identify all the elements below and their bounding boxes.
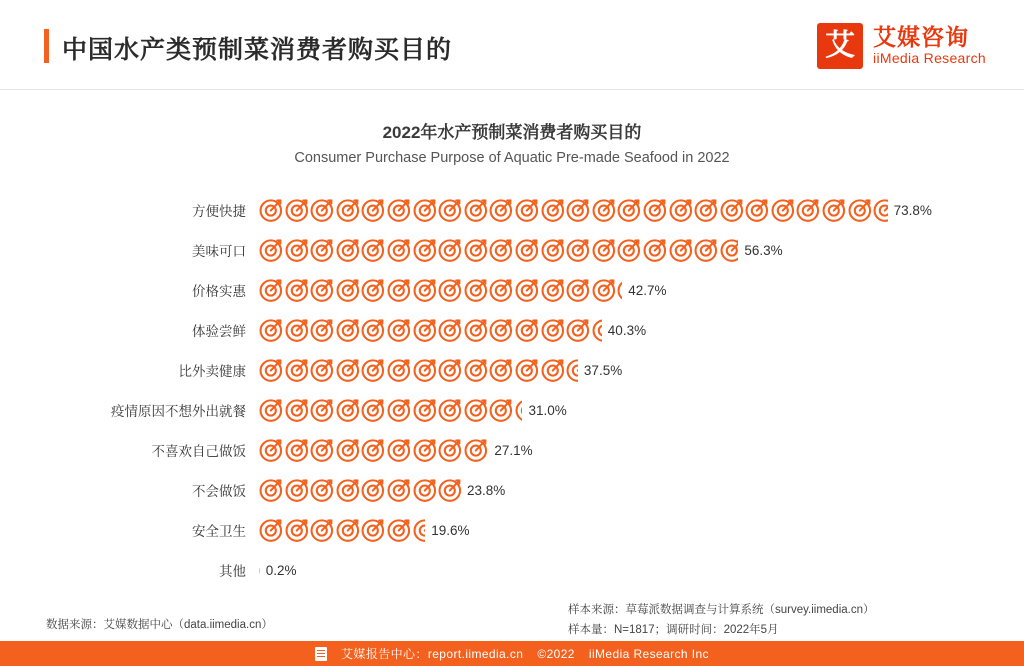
target-circle-icon [309,397,335,423]
target-circle-icon [437,397,463,423]
target-circle-icon [309,437,335,463]
target-circle-icon [514,237,540,263]
chart-title: 2022年水产预制菜消费者购买目的 [382,123,642,142]
target-circle-icon [360,317,386,343]
target-circle-icon [744,197,770,223]
target-circle-icon [386,517,412,543]
target-circle-icon [258,317,284,343]
target-circle-icon [386,477,412,503]
target-circle-icon [437,237,463,263]
target-circle-icon [668,237,694,263]
target-circle-icon [335,477,361,503]
target-circle-icon [386,437,412,463]
chart-row-icons [258,237,738,263]
target-circle-icon-partial [616,277,622,303]
target-circle-icon [284,277,310,303]
target-circle-icon [258,397,284,423]
target-circle-icon-partial [719,237,739,263]
chart-row-icons [258,317,602,343]
target-circle-icon [386,197,412,223]
target-circle-icon [719,197,745,223]
target-circle-icon [642,197,668,223]
target-circle-icon [488,277,514,303]
target-circle-icon [540,237,566,263]
sample-source-line: 样本来源：草莓派数据调查与计算系统（survey.iimedia.cn） [568,604,875,616]
chart-row-label: 疫情原因不想外出就餐 [111,404,246,419]
sample-size-line: 样本量：N=1817；调研时间：2022年5月 [568,624,779,636]
chart-row [0,510,1024,550]
chart-row [0,190,1024,230]
target-circle-icon [258,437,284,463]
chart-row-icons [258,277,622,303]
chart-row-value: 73.8% [893,202,932,218]
target-circle-icon [309,357,335,383]
target-circle-icon [463,237,489,263]
target-circle-icon [540,317,566,343]
target-circle-icon [309,237,335,263]
chart-row [0,230,1024,270]
target-circle-icon [565,197,591,223]
target-circle-icon [258,517,284,543]
target-circle-icon [693,237,719,263]
target-circle-icon [437,317,463,343]
chart-row [0,390,1024,430]
target-circle-icon [360,357,386,383]
chart-row-icons [258,477,461,503]
target-circle-icon [514,277,540,303]
target-circle-icon [412,477,438,503]
chart-row [0,350,1024,390]
page-header [0,0,1024,90]
target-circle-icon [284,437,310,463]
target-circle-icon [360,517,386,543]
target-circle-icon [821,197,847,223]
target-circle-icon [284,197,310,223]
chart-row-icons [258,357,578,383]
target-circle-icon [284,477,310,503]
target-circle-icon [412,357,438,383]
target-circle-icon-partial [258,557,260,583]
chart-subtitle: Consumer Purchase Purpose of Aquatic Pre-made Seafood in 2022 [294,150,730,166]
target-circle-icon [463,357,489,383]
target-circle-icon [488,237,514,263]
target-circle-icon [284,317,310,343]
chart-row-icons [258,397,522,423]
target-circle-icon [412,277,438,303]
chart-row-label: 比外卖健康 [178,364,246,379]
target-circle-icon [565,277,591,303]
target-circle-icon [360,277,386,303]
target-circle-icon-partial [591,317,602,343]
chart-row [0,310,1024,350]
target-circle-icon [309,517,335,543]
chart-row-label: 体验尝鲜 [192,324,246,339]
target-circle-icon-partial [437,477,461,503]
footer-company: iiMedia Research Inc [588,646,709,661]
target-circle-icon [437,357,463,383]
brand-text [873,25,986,67]
target-circle-icon [284,357,310,383]
target-circle-icon [360,477,386,503]
target-circle-icon [591,237,617,263]
title-accent-bar [44,29,49,63]
target-circle-icon [412,237,438,263]
page-title: 中国水产类预制菜消费者购买目的 [62,36,453,64]
brand-mark-icon: 艾 [817,23,863,69]
source-note-left: 数据来源：艾媒数据中心（data.iimedia.cn） [46,619,273,631]
source-note-right [568,600,874,640]
target-circle-icon [463,197,489,223]
target-circle-icon [335,197,361,223]
chart-row-value: 0.2% [265,562,297,578]
target-circle-icon-partial [872,197,887,223]
target-circle-icon [616,237,642,263]
target-circle-icon [488,317,514,343]
target-circle-icon [412,437,438,463]
target-circle-icon-partial [412,517,426,543]
header-divider [0,89,1024,90]
target-circle-icon [514,357,540,383]
chart-row-value: 37.5% [583,362,623,378]
target-circle-icon [488,397,514,423]
target-circle-icon [335,317,361,343]
target-circle-icon [565,317,591,343]
target-circle-icon [258,357,284,383]
target-circle-icon [412,197,438,223]
target-circle-icon [540,277,566,303]
target-circle-icon [642,237,668,263]
target-circle-icon [335,437,361,463]
chart-row-label: 不喜欢自己做饭 [151,444,246,459]
chart-row-icons [258,437,488,463]
target-circle-icon [258,477,284,503]
brand-name-cn: 艾媒咨询 [873,23,970,50]
pictogram-chart [0,190,1024,580]
target-circle-icon [360,237,386,263]
chart-row-label: 价格实惠 [192,284,246,299]
target-circle-icon [795,197,821,223]
target-circle-icon [463,317,489,343]
target-circle-icon [335,397,361,423]
target-circle-icon [437,437,463,463]
target-circle-icon [514,197,540,223]
chart-row-value: 19.6% [431,522,470,538]
chart-row-value: 27.1% [494,442,533,458]
target-circle-icon [488,197,514,223]
chart-row [0,550,1024,590]
chart-row [0,270,1024,310]
target-circle-icon [284,237,310,263]
target-circle-icon [514,317,540,343]
target-circle-icon [335,277,361,303]
chart-row-label: 其他 [219,564,246,579]
target-circle-icon [309,197,335,223]
target-circle-icon [335,517,361,543]
chart-row-icons [258,517,425,543]
target-circle-icon [668,197,694,223]
target-circle-icon [284,517,310,543]
target-circle-icon [335,237,361,263]
target-circle-icon [591,197,617,223]
target-circle-icon [309,477,335,503]
brand-name-en: iiMedia Research [873,50,986,67]
target-circle-icon [412,317,438,343]
chart-row-label: 美味可口 [192,244,246,259]
target-circle-icon [693,197,719,223]
footer-copyright: ©2022 [537,646,575,661]
target-circle-icon [360,397,386,423]
target-circle-icon [847,197,873,223]
target-circle-icon [386,237,412,263]
target-circle-icon [437,197,463,223]
target-circle-icon [386,277,412,303]
target-circle-icon [386,397,412,423]
target-circle-icon [284,397,310,423]
target-circle-icon [540,357,566,383]
target-circle-icon [540,197,566,223]
chart-row [0,470,1024,510]
chart-row-label: 方便快捷 [192,204,246,219]
target-circle-icon [616,197,642,223]
target-circle-icon [258,237,284,263]
target-circle-icon [309,277,335,303]
target-circle-icon [386,317,412,343]
target-circle-icon [335,357,361,383]
brand-logo [817,22,986,70]
target-circle-icon [463,437,489,463]
target-circle-icon [463,277,489,303]
target-circle-icon [437,277,463,303]
chart-row-icons [258,557,260,583]
chart-row-value: 23.8% [467,482,506,498]
chart-row-value: 56.3% [744,242,783,258]
target-circle-icon [386,357,412,383]
chart-row-icons [258,197,888,223]
target-circle-icon [360,197,386,223]
target-circle-icon [309,317,335,343]
footer-report-center: 艾媒报告中心：report.iimedia.cn [341,647,524,661]
target-circle-icon [565,237,591,263]
report-doc-icon [315,647,327,661]
chart-row [0,430,1024,470]
target-circle-icon [412,397,438,423]
chart-row-value: 31.0% [528,402,567,418]
chart-row-value: 40.3% [607,322,647,338]
chart-row-label: 安全卫生 [192,524,246,539]
target-circle-icon [770,197,796,223]
target-circle-icon [463,397,489,423]
footer-bar [0,641,1024,666]
target-circle-icon [258,197,284,223]
target-circle-icon [258,277,284,303]
target-circle-icon [488,357,514,383]
target-circle-icon-partial [565,357,578,383]
chart-row-value: 42.7% [628,282,667,298]
chart-row-label: 不会做饭 [192,484,246,499]
target-circle-icon [591,277,617,303]
target-circle-icon [360,437,386,463]
target-circle-icon-partial [514,397,523,423]
